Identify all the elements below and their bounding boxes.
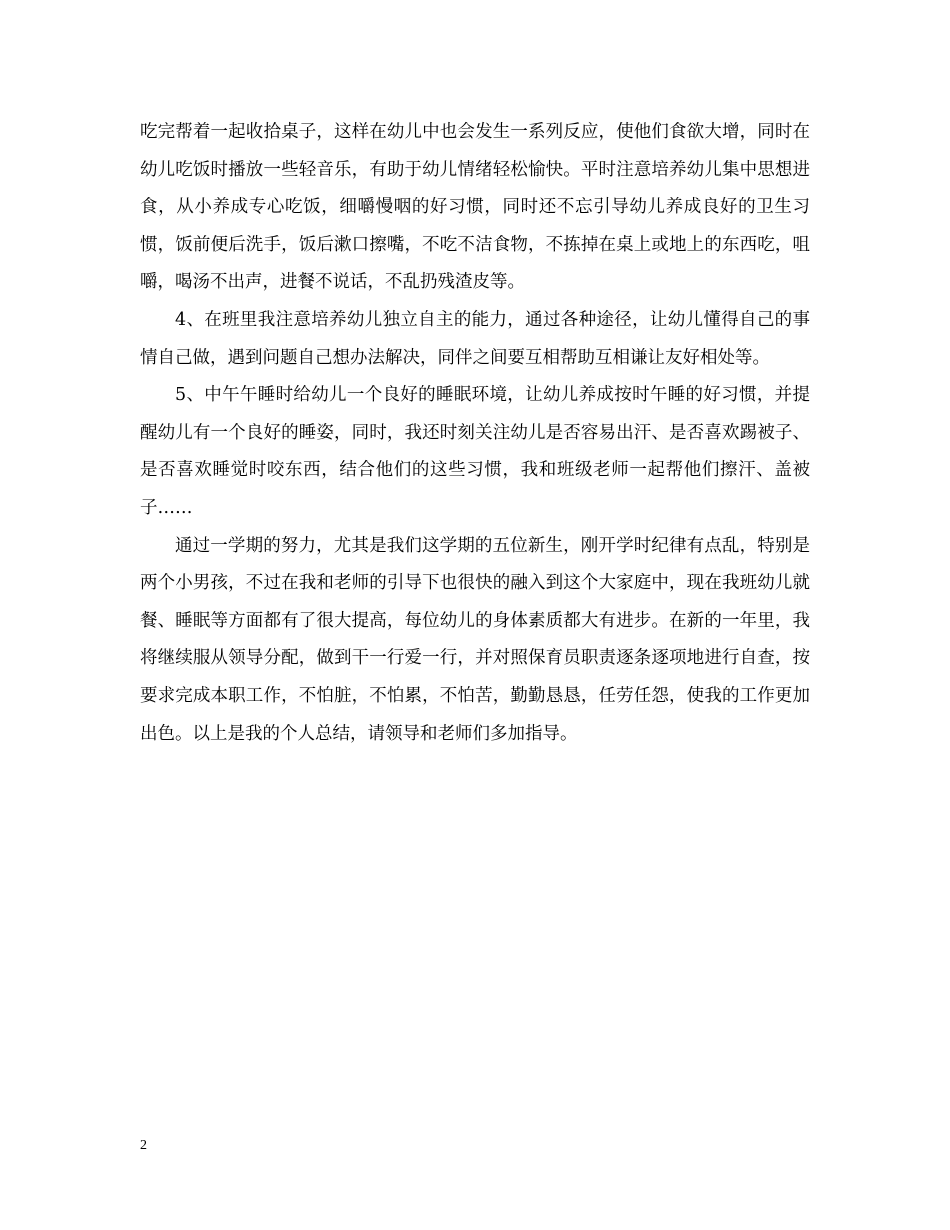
paragraph-item-4: 4、在班里我注意培养幼儿独立自主的能力，通过各种途径，让幼儿懂得自己的事情自己做，遇到问题自己想办法解决，同伴之间要互相帮助互相谦让友好相处等。 [140, 309, 810, 368]
page-number: 2 [140, 1138, 147, 1153]
document-body [140, 114, 810, 753]
paragraph-summary: 通过一学期的努力，尤其是我们这学期的五位新生，刚开学时纪律有点乱，特别是两个小男孩，不过在我和老师的引导下也很快的融入到这个大家庭中，现在我班幼儿就餐、睡眠等方面都有了很大提高，每位幼儿的身体素质都大有进步。在新的一年里，我将继续服从领导分配，做到干一行爱一行，并对照保育员职责逐条逐项地进行自查，按要求完成本职工作，不怕脏，不怕累，不怕苦，勤勤恳恳，任劳任怨，使我的工作更加出色。以上是我的个人总结，请领导和老师们多加指导。 [140, 535, 810, 744]
paragraph-continued: 吃完帮着一起收拾桌子，这样在幼儿中也会发生一系列反应，使他们食欲大增，同时在幼儿吃饭时播放一些轻音乐，有助于幼儿情绪轻松愉快。平时注意培养幼儿集中思想进食，从小养成专心吃饭，细嚼慢咽的好习惯，同时还不忘引导幼儿养成良好的卫生习惯，饭前便后洗手，饭后漱口擦嘴，不吃不洁食物，不拣掉在桌上或地上的东西吃，咀嚼，喝汤不出声，进餐不说话，不乱扔残渣皮等。 [140, 122, 810, 293]
paragraph-item-5: 5、中午午睡时给幼儿一个良好的睡眠环境，让幼儿养成按时午睡的好习惯，并提醒幼儿有一个良好的睡姿，同时，我还时刻关注幼儿是否容易出汗、是否喜欢踢被子、是否喜欢睡觉时咬东西，结合他们的这些习惯，我和班级老师一起帮他们擦汗、盖被子…… [140, 385, 810, 518]
